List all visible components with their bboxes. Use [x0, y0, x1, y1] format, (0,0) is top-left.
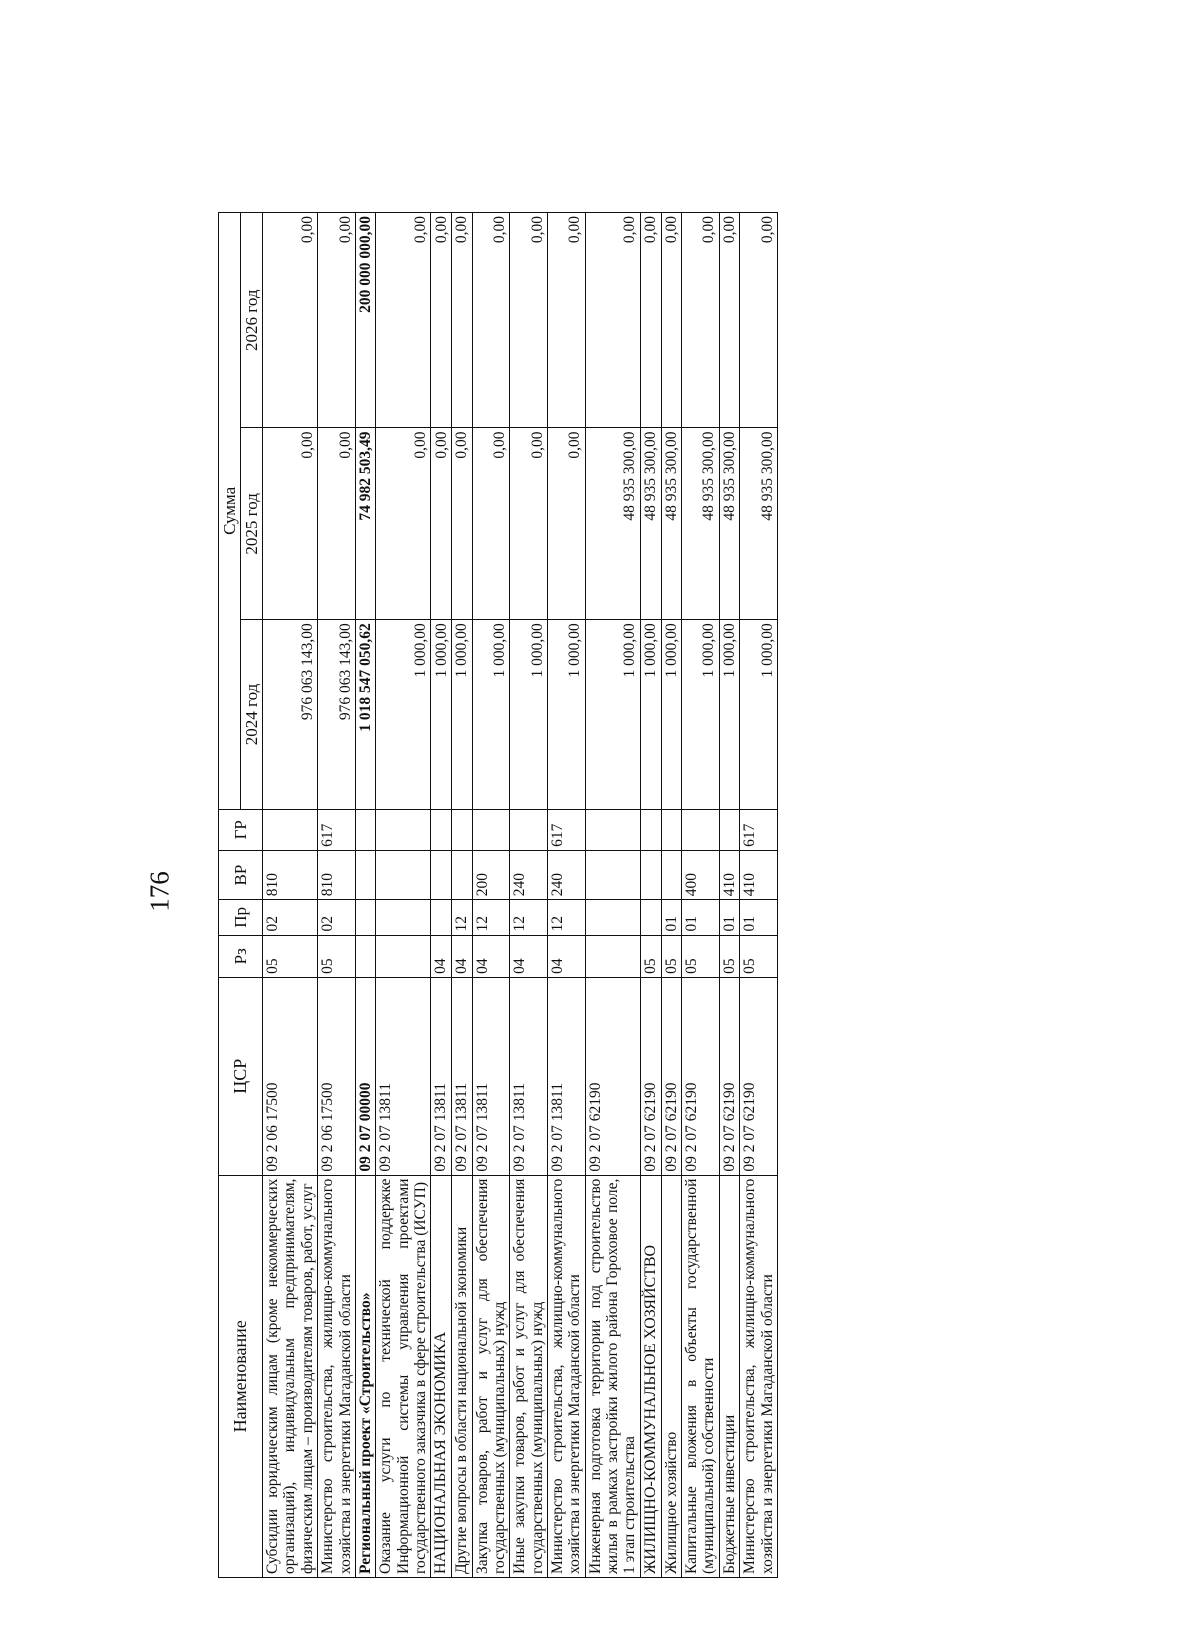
table-row [355, 213, 375, 1578]
cell-csr: 09 2 07 62190 [661, 977, 681, 1175]
table-row [510, 213, 548, 1578]
cell-2024: 1 000,00 [682, 620, 720, 809]
cell-2026: 0,00 [740, 213, 778, 428]
cell-2026: 0,00 [376, 213, 431, 428]
table-row [452, 213, 472, 1578]
cell-name: Закупка товаров, работ и услуг для обеспечения государственных (муниципальных) нужд [472, 1175, 510, 1577]
cell-2025: 48 935 300,00 [661, 428, 681, 620]
cell-pr: 01 [719, 900, 739, 935]
table-row [640, 213, 661, 1578]
cell-vr: 410 [740, 850, 778, 899]
header-sum: Сумма [219, 213, 241, 810]
header-gr: ГР [219, 809, 263, 850]
cell-vr: 240 [548, 850, 586, 899]
cell-2026: 0,00 [661, 213, 681, 428]
cell-vr [376, 850, 431, 899]
cell-pr: 12 [452, 900, 472, 935]
cell-pr [431, 900, 452, 935]
cell-rz: 05 [682, 935, 720, 977]
cell-2026: 0,00 [263, 213, 318, 428]
cell-csr: 09 2 07 13811 [452, 977, 472, 1175]
cell-name: Бюджетные инвестиции [719, 1175, 739, 1577]
cell-2025: 0,00 [263, 428, 318, 620]
cell-2024: 1 000,00 [719, 620, 739, 809]
cell-rz [585, 935, 640, 977]
cell-vr [355, 850, 375, 899]
rotated-table-wrapper [218, 212, 1022, 1578]
cell-pr [376, 900, 431, 935]
header-vr: ВР [219, 850, 263, 899]
budget-table [218, 212, 778, 1578]
cell-csr: 09 2 07 00000 [355, 977, 375, 1175]
header-name: Наименование [219, 1175, 263, 1577]
cell-csr: 09 2 06 17500 [263, 977, 318, 1175]
cell-rz: 05 [318, 935, 356, 977]
table-row [740, 213, 778, 1578]
cell-2024: 1 000,00 [452, 620, 472, 809]
table-row [682, 213, 720, 1578]
cell-rz: 05 [661, 935, 681, 977]
cell-2024: 1 000,00 [431, 620, 452, 809]
cell-2025: 0,00 [318, 428, 356, 620]
cell-2024: 1 000,00 [472, 620, 510, 809]
cell-name: Другие вопросы в области национальной экономики [452, 1175, 472, 1577]
cell-pr: 01 [661, 900, 681, 935]
cell-2026: 0,00 [548, 213, 586, 428]
cell-rz: 05 [640, 935, 661, 977]
cell-gr [472, 809, 510, 850]
cell-pr: 01 [740, 900, 778, 935]
cell-gr [640, 809, 661, 850]
cell-2024: 1 000,00 [585, 620, 640, 809]
cell-2024: 1 000,00 [640, 620, 661, 809]
header-year-2026: 2026 год [241, 213, 263, 428]
header-pr: Пр [219, 900, 263, 935]
cell-2024: 1 000,00 [548, 620, 586, 809]
cell-2025: 0,00 [548, 428, 586, 620]
table-row [548, 213, 586, 1578]
header-year-2025: 2025 год [241, 428, 263, 620]
cell-csr: 09 2 07 62190 [682, 977, 720, 1175]
cell-pr [355, 900, 375, 935]
cell-pr: 01 [682, 900, 720, 935]
cell-2026: 0,00 [318, 213, 356, 428]
page-number: 176 [144, 871, 175, 912]
cell-2024: 976 063 143,00 [318, 620, 356, 809]
cell-name: Жилищное хозяйство [661, 1175, 681, 1577]
table-row [719, 213, 739, 1578]
cell-gr [263, 809, 318, 850]
cell-2025: 48 935 300,00 [585, 428, 640, 620]
cell-name: Региональный проект «Строительство» [355, 1175, 375, 1577]
cell-gr [452, 809, 472, 850]
cell-vr: 200 [472, 850, 510, 899]
cell-2025: 48 935 300,00 [719, 428, 739, 620]
table-row [431, 213, 452, 1578]
cell-2025: 0,00 [510, 428, 548, 620]
cell-name: Министерство строительства, жилищно-коммунального хозяйства и энергетики Магаданской области [318, 1175, 356, 1577]
cell-2024: 1 000,00 [740, 620, 778, 809]
cell-csr: 09 2 07 62190 [640, 977, 661, 1175]
cell-gr [376, 809, 431, 850]
cell-rz: 04 [510, 935, 548, 977]
cell-2024: 1 000,00 [376, 620, 431, 809]
cell-2026: 0,00 [585, 213, 640, 428]
cell-2026: 0,00 [719, 213, 739, 428]
table-row [376, 213, 431, 1578]
cell-vr [661, 850, 681, 899]
table-row [661, 213, 681, 1578]
cell-name: Капитальные вложения в объекты государственной (муниципальной) собственности [682, 1175, 720, 1577]
cell-2025: 48 935 300,00 [740, 428, 778, 620]
cell-vr: 810 [263, 850, 318, 899]
cell-gr [431, 809, 452, 850]
cell-vr: 400 [682, 850, 720, 899]
cell-rz [376, 935, 431, 977]
cell-csr: 09 2 07 13811 [472, 977, 510, 1175]
cell-csr: 09 2 07 13811 [376, 977, 431, 1175]
cell-2025: 0,00 [376, 428, 431, 620]
cell-pr: 12 [548, 900, 586, 935]
cell-rz: 05 [263, 935, 318, 977]
cell-rz: 04 [472, 935, 510, 977]
cell-2024: 1 018 547 050,62 [355, 620, 375, 809]
cell-gr: 617 [548, 809, 586, 850]
cell-2025: 48 935 300,00 [640, 428, 661, 620]
cell-2025: 74 982 503,49 [355, 428, 375, 620]
cell-gr [510, 809, 548, 850]
cell-pr: 02 [263, 900, 318, 935]
cell-rz: 05 [740, 935, 778, 977]
cell-gr [585, 809, 640, 850]
cell-pr: 12 [472, 900, 510, 935]
cell-2025: 0,00 [452, 428, 472, 620]
cell-2024: 1 000,00 [661, 620, 681, 809]
cell-csr: 09 2 07 13811 [510, 977, 548, 1175]
cell-gr [719, 809, 739, 850]
cell-2026: 0,00 [472, 213, 510, 428]
cell-vr: 410 [719, 850, 739, 899]
cell-pr [585, 900, 640, 935]
cell-name: Инженерная подготовка территории под строительство жилья в рамках застройки жилого района Гороховое поле, 1 этап строительства [585, 1175, 640, 1577]
cell-rz: 04 [452, 935, 472, 977]
cell-pr: 12 [510, 900, 548, 935]
table-row [318, 213, 356, 1578]
table-row [472, 213, 510, 1578]
cell-2026: 0,00 [431, 213, 452, 428]
cell-vr: 810 [318, 850, 356, 899]
cell-vr [452, 850, 472, 899]
table-row [263, 213, 318, 1578]
header-rz: Рз [219, 935, 263, 977]
cell-csr: 09 2 07 62190 [719, 977, 739, 1175]
cell-rz: 04 [431, 935, 452, 977]
cell-csr: 09 2 07 62190 [585, 977, 640, 1175]
cell-gr: 617 [318, 809, 356, 850]
cell-2024: 1 000,00 [510, 620, 548, 809]
cell-name: НАЦИОНАЛЬНАЯ ЭКОНОМИКА [431, 1175, 452, 1577]
cell-vr: 240 [510, 850, 548, 899]
cell-rz: 05 [719, 935, 739, 977]
cell-csr: 09 2 07 13811 [548, 977, 586, 1175]
cell-csr: 09 2 07 13811 [431, 977, 452, 1175]
cell-pr [640, 900, 661, 935]
cell-vr [640, 850, 661, 899]
cell-gr: 617 [740, 809, 778, 850]
cell-name: Иные закупки товаров, работ и услуг для обеспечения государственных (муниципальных) нужд [510, 1175, 548, 1577]
cell-2024: 976 063 143,00 [263, 620, 318, 809]
cell-rz [355, 935, 375, 977]
cell-vr [585, 850, 640, 899]
cell-gr [682, 809, 720, 850]
table-body [263, 213, 778, 1578]
cell-name: Министерство строительства, жилищно-коммунального хозяйства и энергетики Магаданской области [740, 1175, 778, 1577]
cell-2026: 0,00 [640, 213, 661, 428]
cell-vr [431, 850, 452, 899]
cell-rz: 04 [548, 935, 586, 977]
header-year-2024: 2024 год [241, 620, 263, 809]
cell-2025: 48 935 300,00 [682, 428, 720, 620]
cell-pr: 02 [318, 900, 356, 935]
cell-name: Субсидии юридическим лицам (кроме некоммерческих организаций), индивидуальным предпринимателям, физическим лицам – производителям товаров, работ, услуг [263, 1175, 318, 1577]
cell-csr: 09 2 07 62190 [740, 977, 778, 1175]
cell-csr: 09 2 06 17500 [318, 977, 356, 1175]
cell-name: Оказание услуги по технической поддержке Информационной системы управления проектами государственного заказчика в сфере строительства (ИСУП) [376, 1175, 431, 1577]
cell-gr [661, 809, 681, 850]
table-row [585, 213, 640, 1578]
cell-2026: 200 000 000,00 [355, 213, 375, 428]
cell-2026: 0,00 [510, 213, 548, 428]
cell-name: ЖИЛИЩНО-КОММУНАЛЬНОЕ ХОЗЯЙСТВО [640, 1175, 661, 1577]
cell-2025: 0,00 [472, 428, 510, 620]
header-csr: ЦСР [219, 977, 263, 1175]
cell-gr [355, 809, 375, 850]
cell-2025: 0,00 [431, 428, 452, 620]
cell-2026: 0,00 [682, 213, 720, 428]
cell-2026: 0,00 [452, 213, 472, 428]
cell-name: Министерство строительства, жилищно-коммунального хозяйства и энергетики Магаданской области [548, 1175, 586, 1577]
